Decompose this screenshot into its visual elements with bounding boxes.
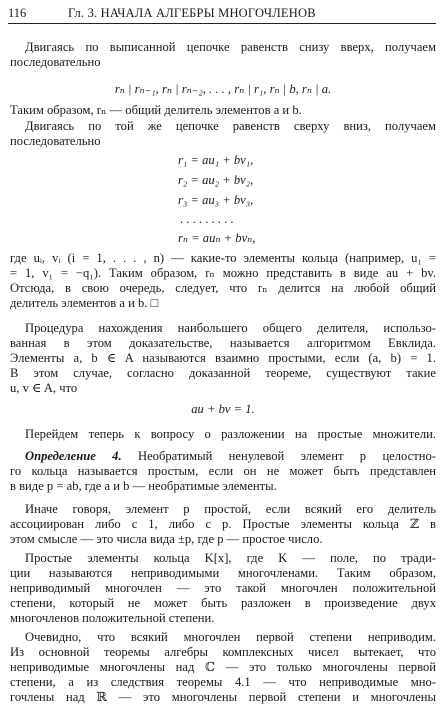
- chapter-title: Гл. 3. НАЧАЛА АЛГЕБРЫ МНОГОЧЛЕНОВ: [68, 6, 316, 20]
- divisibility-chain: rₙ | rₙ₋₁, rₙ | rₙ₋₂, . . . , rₙ | r₁, rₙ | b, rₙ | a.: [114, 82, 332, 96]
- text-line: Отсюда, в свою очередь, следует, что rₙ делится на любой общий: [10, 281, 436, 295]
- equation-r1: r₁ = au₁ + bv₁,: [178, 153, 254, 167]
- text-line: = 1, v₁ = −q₁). Таким образом, rₙ можно представить в виде au + bv.: [10, 266, 436, 280]
- text-line: последовательно: [10, 55, 101, 69]
- equation-rn: rₙ = auₙ + bvₙ,: [178, 231, 256, 245]
- text-line: Двигаясь по той же цепочке равенств сверху вниз, получаем: [25, 119, 436, 133]
- text-line: делитель элементов a и b. □: [10, 296, 159, 310]
- text-line: этом смысле — это числа вида ±p, где p — простое число.: [10, 532, 323, 546]
- text-line: неприводимый многочлен — это такой многочлен положительной: [10, 581, 436, 595]
- equation-dots: . . . . . . . . .: [180, 212, 234, 226]
- text-line: Перейдем теперь к вопросу о разложении на простые множители.: [25, 427, 436, 441]
- definition-label: Определение 4.: [25, 449, 122, 463]
- text-line: ассоциирован либо с 1, либо с p. Простые элементы кольца ℤ в: [10, 517, 436, 531]
- text-line: последовательно: [10, 134, 101, 148]
- text-line: где uᵢ, vᵢ (i = 1, . . . , n) — какие-то элементы кольца (например, u₁ =: [10, 251, 436, 265]
- text-line: в виде p = ab, где a и b — необратимые элементы.: [10, 479, 277, 493]
- text-line: Двигаясь по выписанной цепочке равенств снизу вверх, получаем: [25, 40, 436, 54]
- text-line: гочлены над ℝ — это многочлены первой степени и многочлены: [10, 690, 436, 704]
- text-line: ции называются неприводимыми многочленами. Таким образом,: [10, 566, 436, 580]
- text-line: Элементы a, b ∈ A называются взаимно простыми, если (a, b) = 1.: [10, 351, 436, 365]
- text-line: Иначе говоря, элемент p простой, если всякий его делитель: [25, 502, 436, 516]
- header-rule: [8, 23, 436, 24]
- text-line: многочленов положительной степени.: [10, 611, 215, 625]
- text-line: u, v ∈ A, что: [10, 381, 78, 395]
- text-line: го кольца называется простым, если он не может быть представлен: [10, 464, 436, 478]
- definition-text: Необратимый ненулевой элемент p целостно-: [121, 449, 436, 463]
- equation-au-bv: au + bv = 1.: [191, 402, 255, 416]
- definition-line: [10, 449, 436, 464]
- text-line: степени, который не может быть разложен в произведение двух: [10, 596, 436, 610]
- text-line: Очевидно, что всякий многочлен первой степени неприводим.: [25, 630, 436, 644]
- text-line: неприводимые многочлены над ℂ — это только многочлены первой: [10, 660, 436, 674]
- text-line: Таким образом, rₙ — общий делитель элементов a и b.: [10, 103, 302, 117]
- equation-r3: r₃ = au₃ + bv₃,: [178, 193, 254, 207]
- equation-r2: r₂ = au₂ + bv₂,: [178, 173, 254, 187]
- text-line: степени, а из следствия теоремы 4.1 — что неприводимые мно-: [10, 675, 436, 689]
- text-line: ванная в этом доказательстве, называется алгоритмом Евклида.: [10, 336, 436, 350]
- text-line: В этом случае, согласно доказанной теореме, существуют такие: [10, 366, 436, 380]
- text-line: Простые элементы кольца K[x], где K — поле, по тради-: [25, 551, 436, 565]
- text-line: Из основной теоремы алгебры комплексных чисел вытекает, что: [10, 645, 436, 659]
- page-number: 116: [8, 6, 27, 20]
- running-header: [8, 4, 436, 24]
- text-line: Процедура нахождения наибольшего общего делителя, использо-: [25, 321, 436, 335]
